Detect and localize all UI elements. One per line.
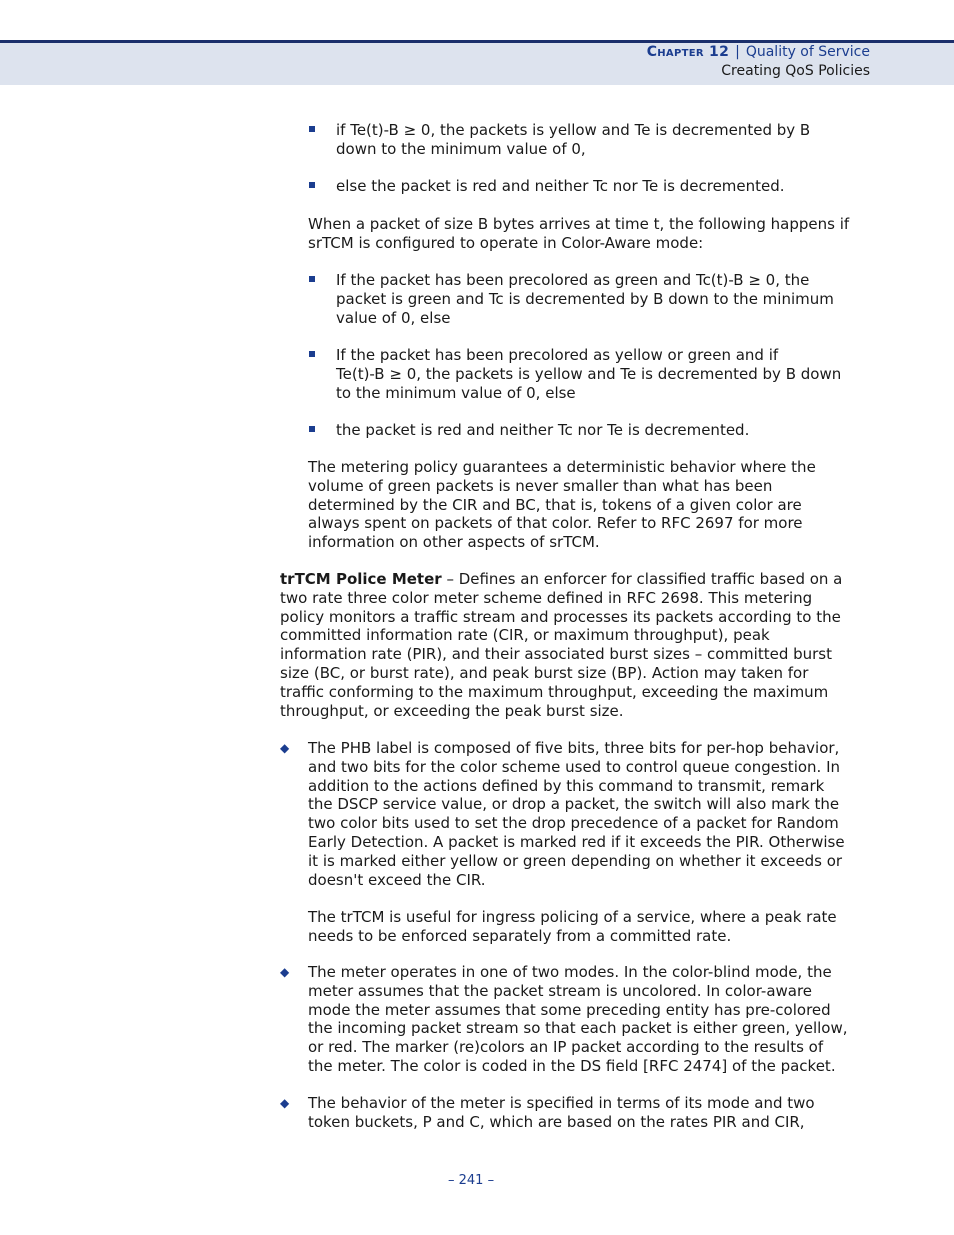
square-bullet-icon [309,426,315,432]
text-line: Te(t)-B ≥ 0, the packets is yellow and Te is decremented by B down [336,364,842,383]
chapter-heading [647,44,870,60]
text-line: the meter. The color is coded in the DS field [RFC 2474] of the packet. [308,1056,836,1075]
header-separator: | [735,44,740,60]
text-line: or red. The marker (re)colors an IP packet according to the results of [308,1038,824,1057]
term-trtcm-police-meter: trTCM Police Meter [280,570,442,588]
text-line: the incoming packet stream so that each packet is either green, yellow, [308,1019,848,1038]
text-line: throughput, or exceeding the peak burst size. [280,701,624,720]
diamond-item [308,1094,815,1132]
diamond-bullet-icon: ◆ [280,965,290,979]
text-line [280,570,842,589]
text-line: determined by the CIR and BC, that is, tokens of a given color are [308,495,802,514]
text-line: The PHB label is composed of five bits, three bits for per-hop behavior, [308,739,840,757]
square-bullet-icon [309,351,315,357]
text-line: The meter operates in one of two modes. In the color-blind mode, the [308,963,832,981]
diamond-item [308,739,845,889]
bullet-item [336,271,834,327]
text-line: the DSCP service value, or drop a packet, the switch will also mark the [308,795,840,814]
text-line: committed information rate (CIR, or maximum throughput), peak [280,626,770,645]
text-line: When a packet of size B bytes arrives at time t, the following happens if [308,215,850,233]
text-line: If the packet has been precolored as green and Tc(t)-B ≥ 0, the [336,271,810,289]
paragraph [308,908,837,946]
text-line: it is marked either yellow or green depending on whether it exceeds or [308,851,843,870]
text-line: needs to be enforced separately from a committed rate. [308,926,732,945]
bullet-item [336,121,810,159]
text-line: two color bits used to set the drop precedence of a packet for Random [308,814,839,833]
text-line: meter assumes that the packet stream is uncolored. In color-aware [308,981,813,1000]
text-line: always spent on packets of that color. Refer to RFC 2697 for more [308,514,803,533]
text-line: doesn't exceed the CIR. [308,870,486,889]
text-line: token buckets, P and C, which are based on the rates PIR and CIR, [308,1112,805,1131]
bullet-item [336,177,785,196]
text-line: addition to the actions defined by this command to transmit, remark [308,776,825,795]
paragraph [308,458,816,552]
diamond-item [308,963,848,1076]
text-line: else the packet is red and neither Tc nor Te is decremented. [336,177,785,195]
text-line: if Te(t)-B ≥ 0, the packets is yellow and Te is decremented by B [336,121,811,139]
trtcm-paragraph [280,570,842,720]
text-line: If the packet has been precolored as yellow or green and if [336,346,779,364]
text-line: down to the minimum value of 0, [336,139,586,158]
text-line: The trTCM is useful for ingress policing of a service, where a peak rate [308,908,837,926]
text-line: The behavior of the meter is specified in terms of its mode and two [308,1094,815,1112]
page-number: – 241 – [448,1173,495,1188]
text-line: traffic conforming to the maximum throughput, exceeding the maximum [280,682,829,701]
text-line: information rate (PIR), and their associated burst sizes – committed burst [280,645,833,664]
text-line: information on other aspects of srTCM. [308,533,600,552]
square-bullet-icon [309,126,315,132]
section-title: Quality of Service [745,44,870,60]
bullet-item [336,346,841,402]
text-line: policy monitors a traffic stream and processes its packets according to the [280,607,841,626]
text-line: srTCM is configured to operate in Color-Aware mode: [308,233,704,252]
bullet-item [336,421,749,440]
diamond-bullet-icon: ◆ [280,741,290,755]
text-line: size (BC, or burst rate), and peak burst size (BP). Action may taken for [280,663,809,682]
text-line: and two bits for the color scheme used to control queue congestion. In [308,757,841,776]
square-bullet-icon [309,182,315,188]
text-line: The metering policy guarantees a deterministic behavior where the [308,458,816,476]
text-line: Early Detection. A packet is marked red if it exceeds the PIR. Otherwise [308,832,845,851]
chapter-label: Chapter 12 [646,44,730,60]
text-line: packet is green and Tc is decremented by B down to the minimum [336,289,834,308]
square-bullet-icon [309,276,315,282]
text-line: to the minimum value of 0, else [336,383,576,402]
text-line: value of 0, else [336,308,451,327]
paragraph [308,215,849,253]
text-line: the packet is red and neither Tc nor Te is decremented. [336,421,750,439]
term-definition-start: – Defines an enforcer for classified traffic based on a [441,570,843,588]
text-line: volume of green packets is never smaller than what has been [308,476,773,495]
text-line: mode the meter assumes that some preceding entity has pre-colored [308,1000,831,1019]
text-line: two rate three color meter scheme defined in RFC 2698. This metering [280,588,813,607]
diamond-bullet-icon: ◆ [280,1096,290,1110]
subsection-title: Creating QoS Policies [721,63,870,79]
